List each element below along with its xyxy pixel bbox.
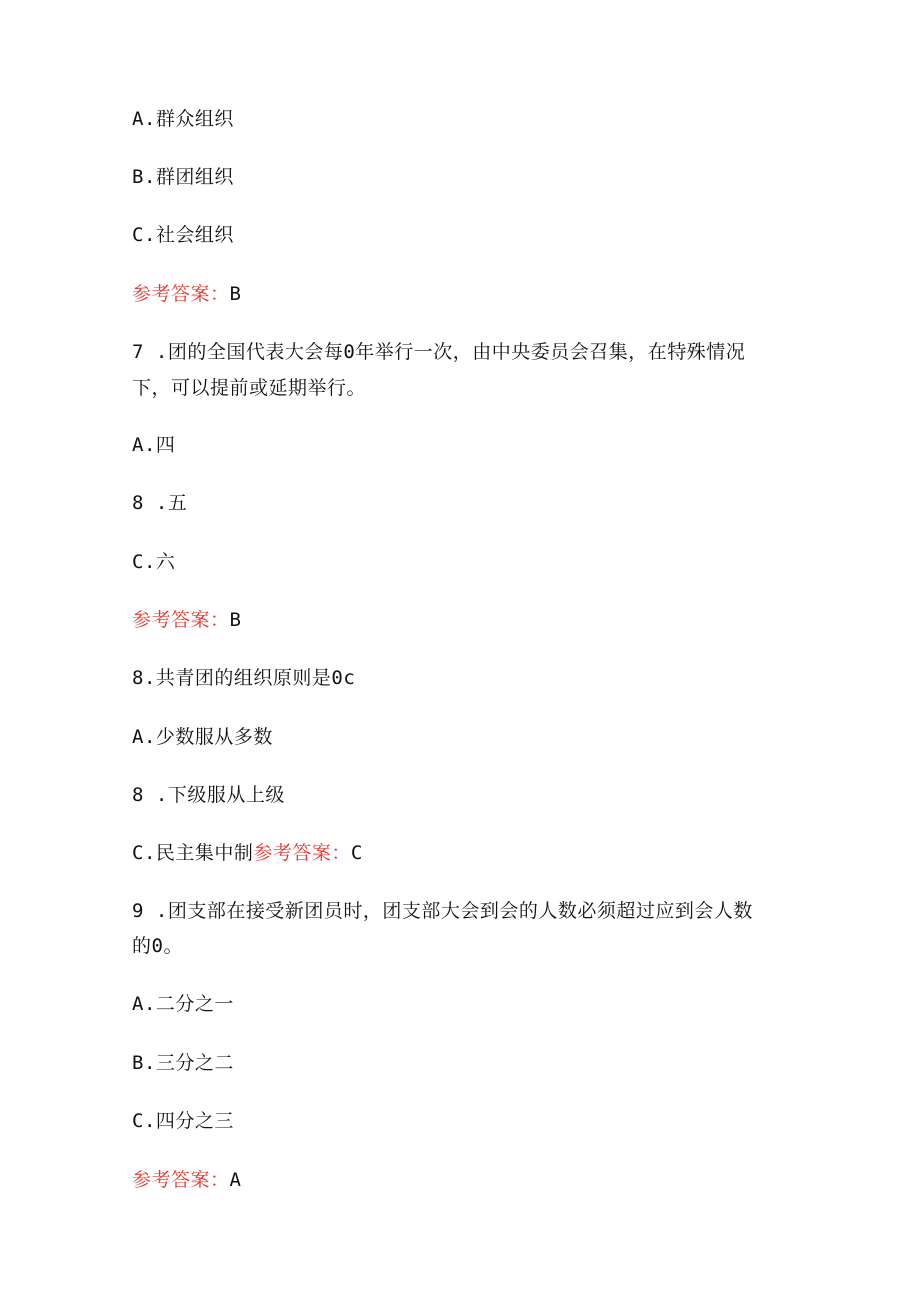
question-9-line-1: 9 .团支部在接受新团员时，团支部大会到会的人数必须超过应到会人数 [132,900,753,922]
answer-label: 参考答案： [132,283,230,305]
answer-value: A [229,1169,242,1191]
question-8-line: 8.共青团的组织原则是0c [132,667,356,689]
question-7-line-2: 下，可以提前或延期举行。 [132,377,367,399]
option-a-line: A.四 [132,434,176,456]
option-b-line: 8 .下级服从上级 [132,784,285,806]
question-7-line-1: 7 .团的全国代表大会每0年举行一次，由中央委员会召集，在特殊情况 [132,341,746,363]
option-a-line: A.少数服从多数 [132,726,273,748]
option-b-line: B.群团组织 [132,166,234,188]
option-c-line: C.四分之三 [132,1110,234,1132]
answer-label: 参考答案： [132,609,230,631]
option-c-text: C.民主集中制 [132,842,254,864]
option-a-line: A.二分之一 [132,993,234,1015]
answer-line [132,608,241,632]
option-c-line: C.社会组织 [132,224,234,246]
option-a-line: A.群众组织 [132,108,234,130]
answer-value: B [229,283,242,305]
option-b-line: 8 .五 [132,492,188,514]
answer-line [132,1168,241,1192]
question-9-line-2: 的0。 [132,935,183,957]
answer-value: C [350,842,363,864]
answer-label: 参考答案： [132,1169,230,1191]
answer-line [132,282,241,306]
option-c-line: C.六 [132,551,176,573]
option-b-line: B.三分之二 [132,1052,234,1074]
answer-label: 参考答案： [253,842,351,864]
answer-value: B [229,609,242,631]
option-c-answer-line [132,841,363,865]
